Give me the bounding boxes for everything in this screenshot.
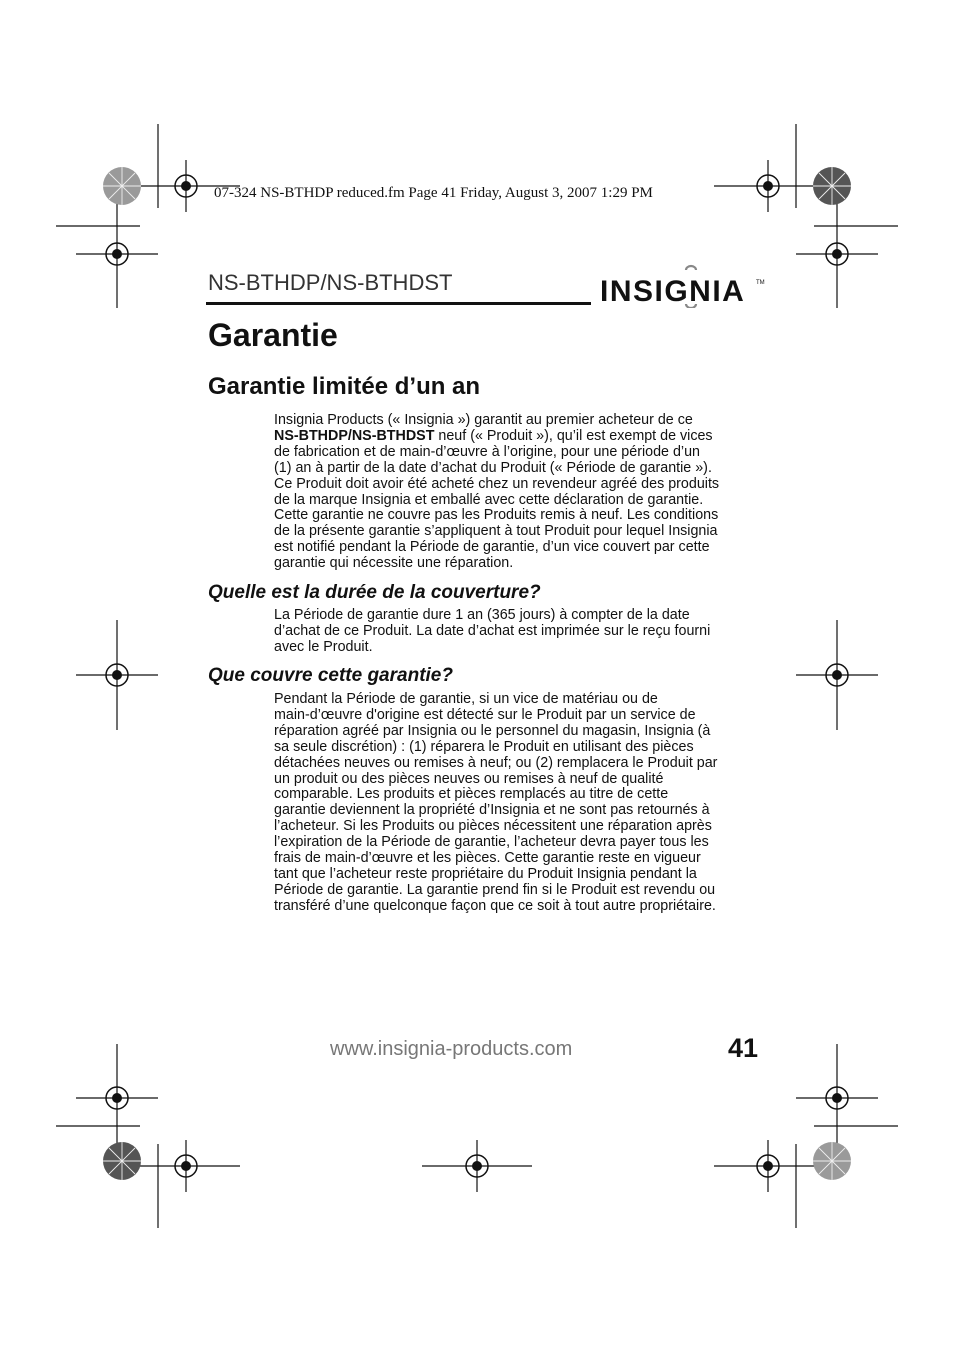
intro-paragraph bbox=[274, 413, 766, 572]
coverage-scope-body: Pendant la Période de garantie, si un vice de matériau ou de main-d’œuvre d'origine est détecté sur le Produit par un service de réparation agréé par Insignia ou le personnel du magasin, Insignia (à sa seule discrétion) : (1) réparera le Produit en utilisant des pièces détachées neuves ou remises à neuf; ou (2) remplacera le Produit par un produit ou des pièces neuves ou remises à neuf de qualité comparable. Les produits et pièces remplacés au titre de cette garantie deviennent la propriété d’Insignia et ne sont pas retournés à l’acheteur. Si les Produits ou pièces nécessitent une réparation après l’expiration de la Période de garantie, l’acheteur devra payer tous les frais de main-d’œuvre et les pièces. Cette garantie reste en vigueur tant que l’acheteur reste propriétaire du Produit Insignia pendant la Période de garantie. La garantie prend fin si le Produit est revendu ou transféré d’une quelconque façon que ce soit à tout autre propriétaire. bbox=[274, 691, 718, 914]
section-heading: Garantie limitée d’un an bbox=[208, 373, 481, 400]
intro-model: NS-BTHDP/NS-BTHDST bbox=[274, 427, 435, 444]
logo-trademark: TM bbox=[756, 280, 765, 286]
page-number: 41 bbox=[728, 1033, 759, 1063]
intro-lead: Insignia Products (« Insignia ») garantit au premier acheteur de ce bbox=[274, 412, 693, 428]
coverage-duration-heading: Quelle est la durée de la couverture? bbox=[208, 582, 541, 603]
insignia-logo bbox=[600, 264, 768, 308]
intro-rest: neuf (« Produit »), qu’il est exempt de vices de fabrication et de main-d’œuvre à l’origine, pour une période d’un (1) an à partir de la date d’achat du Produit (« Période de garantie »). Ce Produit doit avoir été acheté chez un revendeur agréé des produits de la marque Insignia et emballé avec cette déclaration de garantie. Cette garantie ne couvre pas les Produits remis à neuf. Les conditions de la présente garantie s’appliquent à tout Produit pour lequel Insignia est notifié pendant la Période de garantie, d’un vice couvert par cette garantie qui nécessite une réparation. bbox=[274, 427, 720, 572]
page-title: Garantie bbox=[208, 317, 338, 353]
print-slug-line: 07-324 NS-BTHDP reduced.fm Page 41 Friday, August 3, 2007 1:29 PM bbox=[214, 185, 653, 201]
coverage-scope-heading: Que couvre cette garantie? bbox=[208, 665, 453, 686]
header-model: NS-BTHDP/NS-BTHDST bbox=[208, 270, 453, 295]
coverage-duration-body: La Période de garantie dure 1 an (365 jours) à compter de la date d’achat de ce Produit. La date d’achat est imprimée sur le reçu fourni avec le Produit. bbox=[274, 607, 711, 655]
header-rule bbox=[206, 302, 591, 305]
logo-wordmark: INSIGNIA bbox=[600, 275, 746, 308]
footer-url: www.insignia-products.com bbox=[330, 1038, 573, 1060]
